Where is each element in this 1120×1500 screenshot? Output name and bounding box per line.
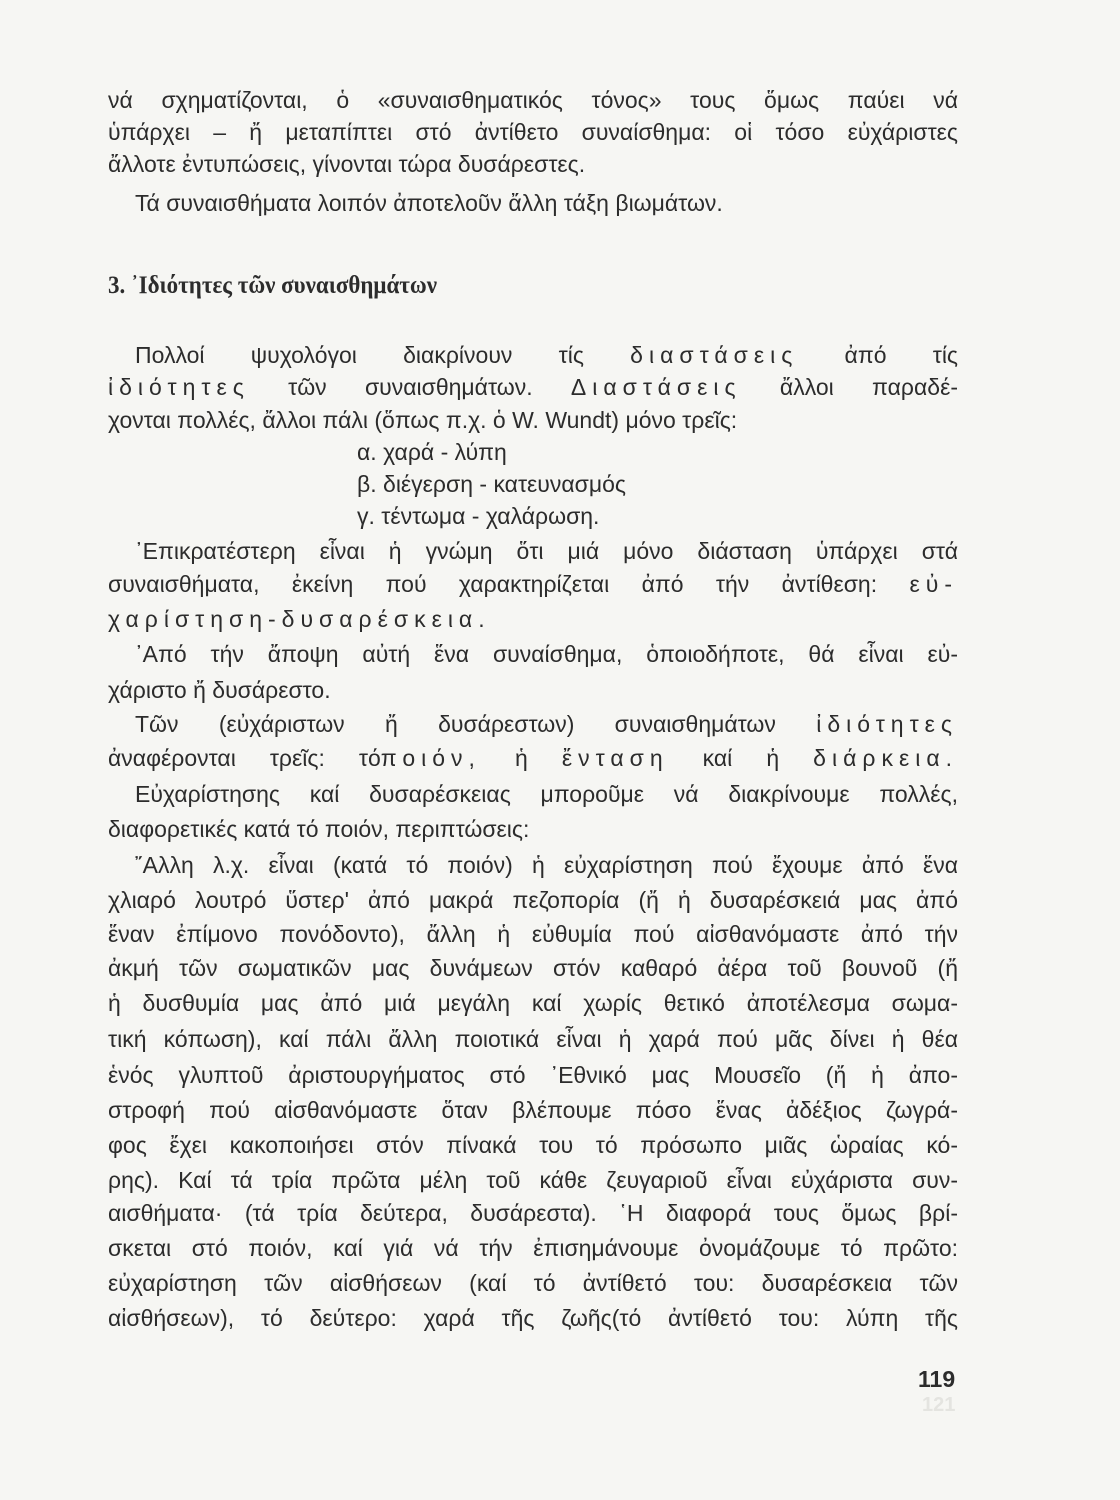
list-item: β. διέγερση - κατευνασμός — [357, 471, 626, 497]
spaced-term: διάρκεια. — [813, 745, 959, 771]
text-line — [108, 744, 958, 772]
text-line: Τά συναισθήματα λοιπόν ἀποτελοῦν ἄλλη τάξη βιωμάτων. — [135, 190, 723, 216]
spaced-term: ἔνταση — [561, 745, 669, 771]
bleed-through-page-number: 121 — [922, 1394, 956, 1416]
section-heading: 3. ᾿Ιδιότητες τῶν συναισθημάτων — [108, 272, 438, 299]
text-line: ἑνός γλυπτοῦ ἀριστουργήματος στό ᾿Εθνικό μας Μουσεῖο (ἤ ἡ ἀπο- — [108, 1062, 958, 1088]
text-line: αἰσθήσεων), τό δεύτερο: χαρά τῆς ζωῆς(τό ἀντίθετό του: λύπη τῆς — [108, 1305, 958, 1331]
text-line: χλιαρό λουτρό ὕστερ' ἀπό μακρά πεζοπορία (ἤ ἡ δυσαρέσκειά μας ἀπό — [108, 887, 958, 913]
text: ἡ — [514, 745, 528, 771]
text-line: ὑπάρχει – ἤ μεταπίπτει στό ἀντίθετο συναίσθημα: οἱ τόσο εὐχάριστες — [108, 119, 958, 145]
text-line: νά σχηματίζονται, ὁ «συναισθηματικός τόνος» τους ὅμως παύει νά — [108, 87, 958, 113]
spaced-term: χαρίστηση-δυσαρέσκεια. — [108, 606, 491, 632]
list-item: α. χαρά - λύπη — [357, 439, 507, 465]
text-line: Εὐχαρίστησης καί δυσαρέσκειας μποροῦμε νά διακρίνουμε πολλές, — [135, 781, 958, 807]
text-line: τική κόπωση), καί πάλι ἄλλη ποιοτικά εἶναι ἡ χαρά πού μᾶς δίνει ἡ θέα — [108, 1026, 958, 1052]
text-line: ἕναν ἐπίμονο πονόδοντο), ἄλλη ἡ εὐθυμία πού αἰσθανόμαστε ἀπό τήν — [108, 921, 958, 947]
text-line: χονται πολλές, ἄλλοι πάλι (ὅπως π.χ. ὁ W. Wundt) μόνο τρεῖς: — [108, 407, 738, 433]
text: καί ἡ — [702, 745, 780, 771]
text: συναισθήματα, ἐκείνη πού χαρακτηρίζεται ἀπό τήν ἀντίθεση: — [108, 571, 878, 597]
text-line: ἡ δυσθυμία μας ἀπό μιά μεγάλη καί χωρίς θετικό ἀποτέλεσμα σωμα- — [108, 990, 958, 1016]
spaced-term: εὐ- — [909, 571, 958, 597]
text-line: ἀκμή τῶν σωματικῶν μας δυνάμεων στόν καθαρό ἀέρα τοῦ βουνοῦ (ἤ — [108, 955, 958, 981]
text-line: ῎Αλλη λ.χ. εἶναι (κατά τό ποιόν) ἡ εὐχαρίστηση πού ἔχουμε ἀπό ἕνα — [135, 852, 958, 878]
spaced-term: ἰδιότητες — [108, 374, 250, 400]
text-line: αισθήματα· (τά τρία δεύτερα, δυσάρεστα). ῾Η διαφορά τους ὅμως βρί- — [108, 1200, 958, 1226]
text: Πολλοί ψυχολόγοι διακρίνουν τίς — [135, 342, 584, 368]
text-line: εὐχαρίστηση τῶν αἰσθήσεων (καί τό ἀντίθετό του: δυσαρέσκεια τῶν — [108, 1270, 958, 1296]
list-item: γ. τέντωμα - χαλάρωση. — [357, 503, 600, 529]
text-line — [108, 570, 958, 598]
text-line: ἄλλοτε ἐντυπώσεις, γίνονται τώρα δυσάρεστες. — [108, 151, 586, 177]
spaced-term: διαστάσεις — [630, 342, 799, 368]
spaced-term: Διαστάσεις — [570, 374, 742, 400]
text-line: ᾿Από τήν ἄποψη αὐτή ἕνα συναίσθημα, ὁποιοδήποτε, θά εἶναι εὐ- — [135, 641, 958, 667]
spaced-term: ποιόν, — [380, 745, 481, 771]
text: ἀπό τίς — [844, 342, 959, 368]
text-line: σκεται στό ποιόν, καί γιά νά τήν ἐπισημάνουμε ὀνομάζουμε τό πρῶτο: — [108, 1235, 958, 1261]
text: τῶν συναισθημάτων. — [288, 374, 533, 400]
text-line — [108, 373, 958, 401]
text: ἀναφέρονται τρεῖς: τό — [108, 745, 381, 771]
spaced-term: ἰδιότητες — [816, 711, 958, 737]
text-line: στροφή πού αἰσθανόμαστε ὅταν βλέπουμε πόσο ἕνας ἀδέξιος ζωγρά- — [108, 1097, 958, 1123]
text-line: ρης). Καί τά τρία πρῶτα μέλη τοῦ κάθε ζευγαριοῦ εἶναι εὐχάριστα συν- — [108, 1167, 958, 1193]
text-line: ᾿Επικρατέστερη εἶναι ἡ γνώμη ὅτι μιά μόνο διάσταση ὑπάρχει στά — [135, 538, 958, 564]
text-line — [135, 710, 958, 738]
text-line: χάριστο ἤ δυσάρεστο. — [108, 677, 331, 703]
page-number: 119 — [918, 1366, 956, 1392]
text-line — [135, 341, 958, 369]
text: ἄλλοι παραδέ- — [779, 374, 958, 400]
text-line: φος ἔχει κακοποιήσει στόν πίνακά του τό πρόσωπο μιᾶς ὡραίας κό- — [108, 1132, 958, 1158]
text: Τῶν (εὐχάριστων ἤ δυσάρεστων) συναισθημάτων — [135, 711, 776, 737]
text-line: διαφορετικές κατά τό ποιόν, περιπτώσεις: — [108, 816, 530, 842]
